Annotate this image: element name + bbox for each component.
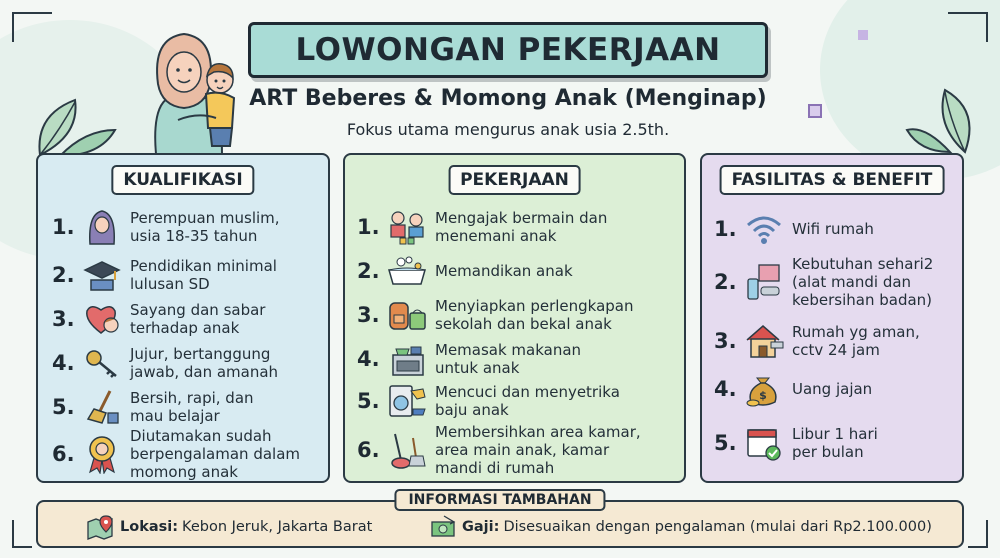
panel-heading-pekerjaan: PEKERJAAN: [448, 165, 581, 195]
item-text: Rumah yg aman, cctv 24 jam: [792, 323, 920, 359]
badge-icon: [82, 434, 122, 474]
item-text: Memasak makanan untuk anak: [435, 341, 582, 377]
info-bar: [36, 492, 964, 548]
calendar-check-icon: [744, 423, 784, 463]
item-number: 1.: [714, 217, 737, 241]
item-number: 6.: [52, 442, 75, 466]
graduation-cap-icon: [82, 255, 122, 295]
item-number: 5.: [52, 395, 75, 419]
item-number: 1.: [357, 215, 380, 239]
item-number: 6.: [357, 438, 380, 462]
item-text: Sayang dan sabar terhadap anak: [130, 301, 266, 337]
page-title: LOWONGAN PEKERJAAN: [295, 32, 721, 68]
list-item: [714, 423, 878, 463]
svg-text:$: $: [759, 389, 767, 402]
corner-frame-top-right: [948, 12, 988, 42]
list-item: [52, 299, 265, 339]
title-banner: [248, 22, 768, 78]
item-text: Mengajak bermain dan menemani anak: [435, 209, 608, 245]
item-number: 3.: [714, 329, 737, 353]
item-text: Wifi rumah: [792, 220, 874, 238]
focus-note: Fokus utama mengurus anak usia 2.5th.: [346, 120, 670, 139]
corner-frame-bottom-right: [968, 520, 988, 548]
item-text: Memandikan anak: [435, 262, 573, 280]
panel-heading-kualifikasi: KUALIFIKASI: [111, 165, 254, 195]
broom-icon: [82, 387, 122, 427]
list-item: [52, 427, 300, 481]
vacuum-icon: [387, 430, 427, 470]
bathtub-icon: [387, 251, 427, 291]
item-text: Bersih, rapi, dan mau belajar: [130, 389, 254, 425]
house-cctv-icon: [744, 321, 784, 361]
washing-machine-icon: [387, 381, 427, 421]
hijab-woman-icon: [82, 207, 122, 247]
item-number: 4.: [52, 351, 75, 375]
list-item: [714, 369, 872, 409]
info-heading: INFORMASI TAMBAHAN: [394, 489, 605, 511]
info-location: [86, 514, 372, 540]
item-text: Pendidikan minimal lulusan SD: [130, 257, 277, 293]
item-text: Jujur, bertanggung jawab, dan amanah: [130, 345, 279, 381]
list-item: [357, 339, 581, 379]
cash-icon: [430, 514, 458, 540]
list-item: [357, 207, 607, 247]
list-item: [52, 343, 278, 383]
location-value: Kebon Jeruk, Jakarta Barat: [182, 519, 373, 535]
toiletries-icon: [744, 262, 784, 302]
info-salary: [430, 514, 932, 540]
decor-square-icon: [858, 30, 868, 40]
list-item: [357, 295, 634, 335]
list-item: [52, 255, 277, 295]
list-item: [52, 207, 280, 247]
panel-pekerjaan: [343, 153, 686, 483]
item-number: 3.: [357, 303, 380, 327]
salary-label: Gaji:: [462, 519, 500, 535]
corner-frame-top-left: [12, 12, 52, 42]
list-item: [714, 209, 874, 249]
item-text: Perempuan muslim, usia 18-35 tahun: [130, 209, 280, 245]
kids-playing-icon: [387, 207, 427, 247]
list-item: [357, 381, 620, 421]
list-item: [714, 321, 920, 361]
map-pin-icon: [86, 514, 116, 540]
backpack-lunchbox-icon: [387, 295, 427, 335]
item-text: Libur 1 hari per bulan: [792, 425, 878, 461]
item-text: Diutamakan sudah berpengalaman dalam momong anak: [130, 427, 301, 481]
list-item: [357, 423, 641, 477]
item-number: 4.: [714, 377, 737, 401]
item-number: 5.: [357, 389, 380, 413]
item-text: Mencuci dan menyetrika baju anak: [435, 383, 620, 419]
item-text: Menyiapkan perlengkapan sekolah dan bekal anak: [435, 297, 634, 333]
heart-child-icon: [82, 299, 122, 339]
panel-heading-fasilitas: FASILITAS & BENEFIT: [720, 165, 945, 195]
list-item: [357, 251, 573, 291]
item-number: 5.: [714, 431, 737, 455]
list-item: [714, 255, 933, 309]
item-number: 1.: [52, 215, 75, 239]
stove-icon: [387, 339, 427, 379]
salary-value: Disesuaikan dengan pengalaman (mulai dari Rp2.100.000): [503, 519, 932, 535]
list-item: [52, 387, 254, 427]
money-bag-icon: [744, 369, 784, 409]
item-text: Membersihkan area kamar, area main anak, kamar mandi di rumah: [435, 423, 641, 477]
item-number: 4.: [357, 347, 380, 371]
item-text: Uang jajan: [792, 380, 873, 398]
item-text: Kebutuhan sehari2 (alat mandi dan kebersihan badan): [792, 255, 934, 309]
job-subtitle: ART Beberes & Momong Anak (Menginap): [249, 86, 767, 111]
panel-fasilitas: [700, 153, 964, 483]
item-number: 2.: [357, 259, 380, 283]
item-number: 3.: [52, 307, 75, 331]
item-number: 2.: [714, 270, 737, 294]
wifi-icon: [744, 209, 784, 249]
corner-frame-bottom-left: [12, 520, 32, 548]
key-icon: [82, 343, 122, 383]
item-number: 2.: [52, 263, 75, 287]
panel-kualifikasi: [36, 153, 330, 483]
location-label: Lokasi:: [120, 519, 179, 535]
